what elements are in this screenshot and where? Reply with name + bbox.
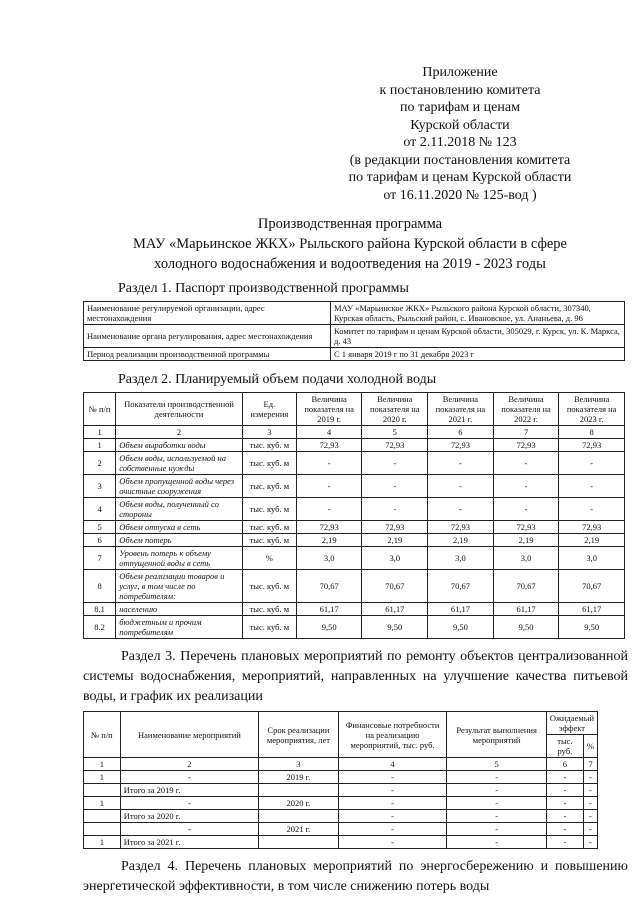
indicator-name: бюджетным и прочим потребителям <box>116 616 243 639</box>
table-row <box>84 348 625 361</box>
cell: - <box>447 771 547 784</box>
column-number: 5 <box>362 426 428 439</box>
header-line: Курской области <box>410 117 510 133</box>
unit: тыс. куб. м <box>242 616 296 639</box>
cell: 2021 г. <box>259 823 339 836</box>
unit: тыс. куб. м <box>242 498 296 521</box>
cell: 1 <box>84 771 121 784</box>
table-row <box>84 784 598 797</box>
value: 72,93 <box>362 439 428 452</box>
value: 72,93 <box>428 521 494 534</box>
value: 2,19 <box>362 534 428 547</box>
value: 9,50 <box>362 616 428 639</box>
title-line: Производственная программа <box>257 216 443 232</box>
value: - <box>296 452 362 475</box>
value: 2,19 <box>493 534 559 547</box>
cell: - <box>583 784 597 797</box>
cell: 1 <box>84 836 121 849</box>
column-number: 6 <box>428 426 494 439</box>
passport-label: Период реализации производственной программы <box>84 348 331 361</box>
cell <box>84 784 121 797</box>
table-row <box>84 771 598 784</box>
section2-heading: Раздел 2. Планируемый объем подачи холодной воды <box>118 372 437 387</box>
passport-table <box>83 301 625 361</box>
cell: - <box>546 771 583 784</box>
column-number: 3 <box>242 426 296 439</box>
column-header: Результат выполнения мероприятий <box>447 712 547 758</box>
cell <box>259 810 339 823</box>
value: 70,67 <box>296 570 362 603</box>
cell: Итого за 2021 г. <box>120 836 258 849</box>
indicator-name: Уровень потерь к объему отпущенной воды в сеть <box>116 547 243 570</box>
column-number: 2 <box>120 758 258 771</box>
value: 3,0 <box>296 547 362 570</box>
cell: 2020 г. <box>259 797 339 810</box>
column-header: Срок реализации мероприятия, лет <box>259 712 339 758</box>
value: 61,17 <box>559 603 625 616</box>
column-number: 8 <box>559 426 625 439</box>
column-header: Финансовые потребности на реализацию мероприятий, тыс. руб. <box>338 712 447 758</box>
column-header: Показатели производственной деятельности <box>116 393 243 426</box>
value: 72,93 <box>428 439 494 452</box>
value: 61,17 <box>493 603 559 616</box>
header-row <box>84 712 598 735</box>
row-number: 8.2 <box>84 616 116 639</box>
column-number: 3 <box>259 758 339 771</box>
value: 2,19 <box>428 534 494 547</box>
value: 61,17 <box>362 603 428 616</box>
value: - <box>428 475 494 498</box>
row-number: 8.1 <box>84 603 116 616</box>
indicator-name: Объем воды, используемой на собственные нужды <box>116 452 243 475</box>
value: 9,50 <box>493 616 559 639</box>
column-number: 4 <box>296 426 362 439</box>
column-number: 2 <box>116 426 243 439</box>
row-number: 2 <box>84 452 116 475</box>
value: 3,0 <box>493 547 559 570</box>
header-line: Приложение <box>422 65 498 80</box>
row-number: 3 <box>84 475 116 498</box>
passport-value: С 1 января 2019 г по 31 декабря 2023 г <box>331 348 625 361</box>
cell: - <box>338 823 447 836</box>
indicator-name: населению <box>116 603 243 616</box>
cell <box>84 823 121 836</box>
cell: - <box>583 771 597 784</box>
column-number: 5 <box>447 758 547 771</box>
value: 72,93 <box>296 439 362 452</box>
indicator-name: Объем выработки воды <box>116 439 243 452</box>
cell: Итого за 2020 г. <box>120 810 258 823</box>
column-number-row <box>84 426 625 439</box>
row-number: 4 <box>84 498 116 521</box>
measures-table <box>83 711 598 849</box>
title-line: холодного водоснабжения и водоотведения на 2019 - 2023 годы <box>154 256 546 272</box>
title-line: МАУ «Марьинское ЖКХ» Рыльского района Курской области в сфере <box>133 236 567 252</box>
table-row <box>84 616 625 639</box>
table-row <box>84 302 625 325</box>
table-row <box>84 534 625 547</box>
cell: 1 <box>84 797 121 810</box>
value: 61,17 <box>296 603 362 616</box>
value: - <box>296 475 362 498</box>
column-header: Ожидаемый эффект <box>546 712 597 735</box>
cell: - <box>120 823 258 836</box>
cell: - <box>546 823 583 836</box>
unit: % <box>242 547 296 570</box>
cell <box>259 836 339 849</box>
value: 70,67 <box>559 570 625 603</box>
column-header: Величина показателя на 2023 г. <box>559 393 625 426</box>
row-number: 8 <box>84 570 116 603</box>
unit: тыс. куб. м <box>242 534 296 547</box>
cell <box>259 784 339 797</box>
table-row <box>84 823 598 836</box>
unit: тыс. куб. м <box>242 570 296 603</box>
cell: Итого за 2019 г. <box>120 784 258 797</box>
unit: тыс. куб. м <box>242 439 296 452</box>
value: - <box>493 498 559 521</box>
cell: - <box>546 810 583 823</box>
column-header: Величина показателя на 2022 г. <box>493 393 559 426</box>
value: 72,93 <box>296 521 362 534</box>
unit: тыс. куб. м <box>242 603 296 616</box>
table-row <box>84 325 625 348</box>
table-row <box>84 439 625 452</box>
table-row <box>84 521 625 534</box>
cell: - <box>447 836 547 849</box>
cell: - <box>546 797 583 810</box>
value: - <box>559 452 625 475</box>
cell: - <box>120 771 258 784</box>
table-row <box>84 603 625 616</box>
cell: - <box>447 797 547 810</box>
passport-label: Наименование регулируемой организации, адрес местонахождения <box>84 302 331 325</box>
column-number: 1 <box>84 758 121 771</box>
section4-heading: Раздел 4. Перечень плановых мероприятий по энергосбережению и повышению энергетической эффективности, в том числе снижению потерь воды <box>83 859 628 894</box>
value: 72,93 <box>559 439 625 452</box>
value: - <box>428 452 494 475</box>
value: 61,17 <box>428 603 494 616</box>
header-line: от 2.11.2018 № 123 <box>403 135 517 150</box>
table-row <box>84 810 598 823</box>
cell: - <box>447 784 547 797</box>
value: 2,19 <box>559 534 625 547</box>
row-number: 1 <box>84 439 116 452</box>
section3-heading: Раздел 3. Перечень плановых мероприятий по ремонту объектов централизованной системы водоснабжения, мероприятий, направленных на улучшение качества питьевой воды, и график их реализации <box>83 649 628 704</box>
column-number: 7 <box>493 426 559 439</box>
column-number: 1 <box>84 426 116 439</box>
header-line: от 16.11.2020 № 125-вод ) <box>383 187 537 203</box>
cell: - <box>583 797 597 810</box>
cell: - <box>583 823 597 836</box>
cell: - <box>447 823 547 836</box>
value: 70,67 <box>493 570 559 603</box>
unit: тыс. куб. м <box>242 452 296 475</box>
passport-value: МАУ «Марьинское ЖКХ» Рыльского района Курской области, 307340, Курская область, Рыльский район, с. Ивановское, ул. Ананьева, д. 96 <box>331 302 625 325</box>
value: - <box>559 475 625 498</box>
header-line: (в редакции постановления комитета <box>349 152 571 168</box>
value: 3,0 <box>362 547 428 570</box>
cell: - <box>120 797 258 810</box>
unit: тыс. куб. м <box>242 475 296 498</box>
cell <box>84 810 121 823</box>
cell: - <box>338 810 447 823</box>
value: - <box>493 475 559 498</box>
value: 9,50 <box>296 616 362 639</box>
value: - <box>296 498 362 521</box>
value: - <box>428 498 494 521</box>
water-volume-table <box>83 392 625 639</box>
value: 9,50 <box>428 616 494 639</box>
indicator-name: Объем пропущенной воды через очистные сооружения <box>116 475 243 498</box>
passport-value: Комитет по тарифам и ценам Курской области, 305029, г. Курск, ул. К. Маркса, д. 43 <box>331 325 625 348</box>
indicator-name: Объем отпуска в сеть <box>116 521 243 534</box>
value: - <box>362 452 428 475</box>
passport-label: Наименование органа регулирования, адрес местонахождения <box>84 325 331 348</box>
value: 3,0 <box>559 547 625 570</box>
table-row <box>84 475 625 498</box>
value: 70,67 <box>362 570 428 603</box>
column-header: № п/п <box>84 393 116 426</box>
column-number: 7 <box>583 758 597 771</box>
value: - <box>559 498 625 521</box>
column-header: Величина показателя на 2019 г. <box>296 393 362 426</box>
cell: - <box>338 784 447 797</box>
value: 3,0 <box>428 547 494 570</box>
header-line: по тарифам и ценам <box>400 100 520 115</box>
cell: - <box>583 836 597 849</box>
indicator-name: Объем реализации товаров и услуг, в том числе по потребителям: <box>116 570 243 603</box>
table-row <box>84 498 625 521</box>
column-header: Ед. измерения <box>242 393 296 426</box>
value: - <box>362 475 428 498</box>
value: 72,93 <box>362 521 428 534</box>
header-line: по тарифам и ценам Курской области <box>348 170 572 185</box>
value: 70,67 <box>428 570 494 603</box>
row-number: 7 <box>84 547 116 570</box>
column-subheader: % <box>583 735 597 758</box>
row-number: 5 <box>84 521 116 534</box>
indicator-name: Объем потерь <box>116 534 243 547</box>
column-header: № п/п <box>84 712 121 758</box>
approval-header <box>300 64 620 204</box>
table-row <box>84 452 625 475</box>
header-line: к постановлению комитета <box>379 82 541 98</box>
column-subheader: тыс. руб. <box>546 735 583 758</box>
value: 2,19 <box>296 534 362 547</box>
value: 72,93 <box>493 439 559 452</box>
column-number-row <box>84 758 598 771</box>
unit: тыс. куб. м <box>242 521 296 534</box>
table-row <box>84 547 625 570</box>
column-header: Величина показателя на 2020 г. <box>362 393 428 426</box>
cell: - <box>338 797 447 810</box>
cell: - <box>546 836 583 849</box>
indicator-name: Объем воды, полученный со стороны <box>116 498 243 521</box>
header-row <box>84 393 625 426</box>
document-title <box>70 214 630 274</box>
value: 72,93 <box>559 521 625 534</box>
column-number: 6 <box>546 758 583 771</box>
cell: - <box>338 836 447 849</box>
cell: - <box>447 810 547 823</box>
row-number: 6 <box>84 534 116 547</box>
value: 9,50 <box>559 616 625 639</box>
cell: - <box>546 784 583 797</box>
table-row <box>84 836 598 849</box>
cell: - <box>583 810 597 823</box>
value: - <box>362 498 428 521</box>
cell: - <box>338 771 447 784</box>
cell: 2019 г. <box>259 771 339 784</box>
column-header: Величина показателя на 2021 г. <box>428 393 494 426</box>
table-row <box>84 797 598 810</box>
section1-heading: Раздел 1. Паспорт производственной программы <box>118 281 409 296</box>
value: - <box>493 452 559 475</box>
value: 72,93 <box>493 521 559 534</box>
column-header: Наименование мероприятий <box>120 712 258 758</box>
column-number: 4 <box>338 758 447 771</box>
table-row <box>84 570 625 603</box>
